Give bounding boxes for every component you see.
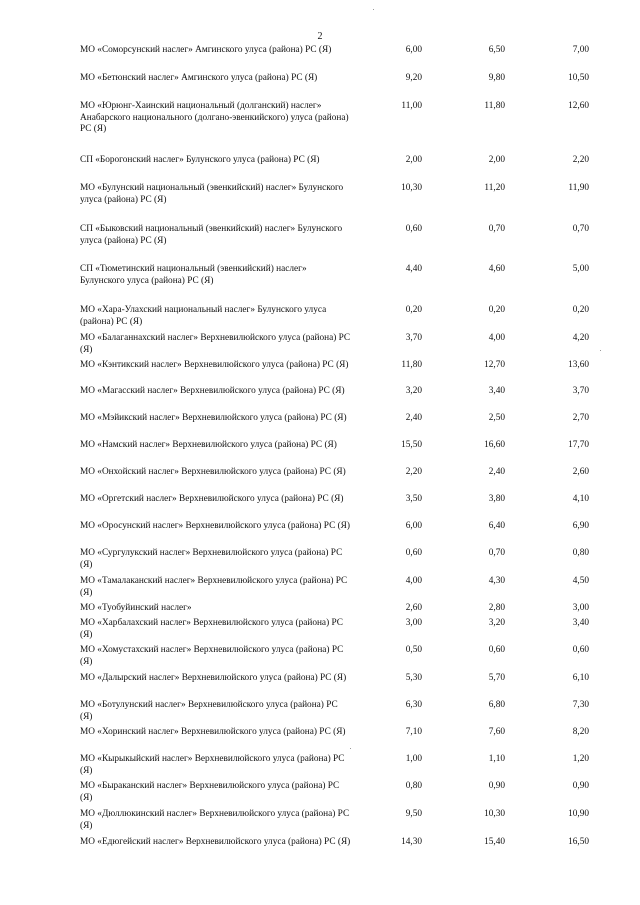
value-col-1: 0,80 <box>405 781 422 791</box>
value-col-2: 5,70 <box>488 673 505 683</box>
value-col-2: 11,20 <box>484 183 505 193</box>
value-col-2: 9,80 <box>488 73 505 83</box>
row-name: СП «Борогонский наслег» Булунского улуса (района) РС (Я) <box>80 155 320 165</box>
value-col-3: 2,70 <box>572 413 589 423</box>
scan-speck <box>373 9 374 10</box>
value-col-2: 0,70 <box>488 548 505 558</box>
value-col-2: 3,40 <box>488 386 505 396</box>
value-col-3: 10,90 <box>568 809 589 819</box>
value-col-1: 9,20 <box>405 73 422 83</box>
value-col-1: 1,00 <box>405 754 422 764</box>
row-name: МО «Хара-Улахский национальный наслег» Булунского улуса (района) РС (Я) <box>80 305 327 327</box>
value-col-2: 6,40 <box>488 521 505 531</box>
value-col-3: 7,30 <box>572 700 589 710</box>
value-col-3: 5,00 <box>572 264 589 274</box>
value-col-2: 0,90 <box>488 781 505 791</box>
page-number: 2 <box>317 31 323 42</box>
value-col-2: 0,70 <box>488 224 505 234</box>
value-col-2: 2,40 <box>488 467 505 477</box>
value-col-2: 4,30 <box>488 576 505 586</box>
scan-speck <box>350 748 351 749</box>
value-col-1: 10,30 <box>401 183 422 193</box>
value-col-2: 3,20 <box>488 618 505 628</box>
value-col-2: 10,30 <box>484 809 505 819</box>
row-name: МО «Бетюнский наслег» Амгинского улуса (района) РС (Я) <box>80 73 318 83</box>
value-col-3: 1,20 <box>572 754 589 764</box>
value-col-1: 4,40 <box>405 264 422 274</box>
row-name: МО «Хомустахский наслег» Верхневилюйского улуса (района) РС (Я) <box>80 645 344 667</box>
value-col-2: 2,50 <box>488 413 505 423</box>
row-name: МО «Соморсунский наслег» Амгинского улуса (района) РС (Я) <box>80 45 332 55</box>
value-col-2: 4,60 <box>488 264 505 274</box>
value-col-1: 2,60 <box>405 603 422 613</box>
row-name: СП «Быковский национальный (эвенкийский) наслег» Булунского улуса (района) РС (Я) <box>80 224 343 246</box>
value-col-2: 2,80 <box>488 603 505 613</box>
row-name: МО «Туобуйинский наслег» <box>80 603 192 613</box>
value-col-2: 6,50 <box>488 45 505 55</box>
value-col-2: 4,00 <box>488 333 505 343</box>
row-name: МО «Харбалахский наслег» Верхневилюйского улуса (района) РС (Я) <box>80 618 343 640</box>
value-col-1: 0,50 <box>405 645 422 655</box>
value-col-3: 12,60 <box>568 101 589 111</box>
value-col-1: 9,50 <box>405 809 422 819</box>
row-name: МО «Тамалаканский наслег» Верхневилюйского улуса (района) РС (Я) <box>80 576 348 598</box>
value-col-2: 6,80 <box>488 700 505 710</box>
value-col-3: 7,00 <box>572 45 589 55</box>
value-col-3: 13,60 <box>568 360 589 370</box>
value-col-1: 2,00 <box>405 155 422 165</box>
row-name: МО «Дюллюкинский наслег» Верхневилюйского улуса (района) РС (Я) <box>80 809 350 831</box>
value-col-1: 11,00 <box>401 101 422 111</box>
value-col-3: 0,60 <box>572 645 589 655</box>
row-name: МО «Оргетский наслег» Верхневилюйского улуса (района) РС (Я) <box>80 494 344 504</box>
value-col-3: 4,20 <box>572 333 589 343</box>
value-col-1: 6,00 <box>405 521 422 531</box>
value-col-1: 0,60 <box>405 548 422 558</box>
value-col-3: 0,70 <box>572 224 589 234</box>
value-col-1: 0,20 <box>405 305 422 315</box>
value-col-2: 0,20 <box>488 305 505 315</box>
value-col-3: 6,90 <box>572 521 589 531</box>
scan-speck <box>600 350 601 351</box>
row-name: МО «Кырыкыйский наслег» Верхневилюйского улуса (района) РС (Я) <box>80 754 345 776</box>
value-col-2: 1,10 <box>488 754 505 764</box>
value-col-3: 2,60 <box>572 467 589 477</box>
value-col-3: 3,00 <box>572 603 589 613</box>
value-col-3: 4,50 <box>572 576 589 586</box>
value-col-3: 3,70 <box>572 386 589 396</box>
value-col-2: 3,80 <box>488 494 505 504</box>
value-col-1: 7,10 <box>405 727 422 737</box>
value-col-3: 16,50 <box>568 837 589 847</box>
value-col-2: 2,00 <box>488 155 505 165</box>
row-name: МО «Оросунский наслег» Верхневилюйского улуса (района) РС (Я) <box>80 521 350 531</box>
value-col-2: 0,60 <box>488 645 505 655</box>
value-col-3: 6,10 <box>572 673 589 683</box>
value-col-2: 11,80 <box>484 101 505 111</box>
value-col-3: 3,40 <box>572 618 589 628</box>
row-name: МО «Едюгейский наслег» Верхневилюйского улуса (района) РС (Я) <box>80 837 351 847</box>
value-col-1: 6,30 <box>405 700 422 710</box>
row-name: МО «Мэйикский наслег» Верхневилюйского улуса (района) РС (Я) <box>80 413 347 423</box>
value-col-2: 16,60 <box>484 440 505 450</box>
value-col-3: 11,90 <box>568 183 589 193</box>
value-col-1: 0,60 <box>405 224 422 234</box>
row-name: СП «Тюметинский национальный (эвенкийский) наслег» Булунского улуса (района) РС (Я) <box>80 264 307 286</box>
row-name: МО «Далырский наслег» Верхневилюйского улуса (района) РС (Я) <box>80 673 347 683</box>
value-col-3: 4,10 <box>572 494 589 504</box>
row-name: МО «Балаганнахский наслег» Верхневилюйского улуса (района) РС (Я) <box>80 333 351 355</box>
value-col-1: 5,30 <box>405 673 422 683</box>
value-col-3: 8,20 <box>572 727 589 737</box>
value-col-1: 15,50 <box>401 440 422 450</box>
value-col-3: 17,70 <box>568 440 589 450</box>
value-col-1: 6,00 <box>405 45 422 55</box>
row-name: МО «Намский наслег» Верхневилюйского улуса (района) РС (Я) <box>80 440 337 450</box>
value-col-3: 0,90 <box>572 781 589 791</box>
row-name: МО «Онхойский наслег» Верхневилюйского улуса (района) РС (Я) <box>80 467 346 477</box>
value-col-1: 11,80 <box>401 360 422 370</box>
value-col-2: 7,60 <box>488 727 505 737</box>
value-col-1: 3,20 <box>405 386 422 396</box>
value-col-1: 4,00 <box>405 576 422 586</box>
value-col-3: 2,20 <box>572 155 589 165</box>
value-col-3: 0,20 <box>572 305 589 315</box>
row-name: МО «Булунский национальный (эвенкийский) наслег» Булунского улуса (района) РС (Я) <box>80 183 344 205</box>
row-name: МО «Быраканский наслег» Верхневилюйского улуса (района) РС (Я) <box>80 781 340 803</box>
value-col-1: 2,40 <box>405 413 422 423</box>
value-col-1: 2,20 <box>405 467 422 477</box>
row-name: МО «Сургулукский наслег» Верхневилюйского улуса (района) РС (Я) <box>80 548 343 570</box>
value-col-3: 0,80 <box>572 548 589 558</box>
row-name: МО «Магасский наслег» Верхневилюйского улуса (района) РС (Я) <box>80 386 345 396</box>
row-name: МО «Ботулунский наслег» Верхневилюйского улуса (района) РС (Я) <box>80 700 338 722</box>
value-col-2: 15,40 <box>484 837 505 847</box>
value-col-3: 10,50 <box>568 73 589 83</box>
value-col-1: 3,00 <box>405 618 422 628</box>
row-name: МО «Юрюнг-Хаинский национальный (долганский) наслег» Анабарского национального (долгано-эвенкийского) улуса (района) РС (Я) <box>80 101 349 134</box>
row-name: МО «Хоринский наслег» Верхневилюйского улуса (района) РС (Я) <box>80 727 346 737</box>
value-col-1: 3,70 <box>405 333 422 343</box>
row-name: МО «Кэнтикский наслег» Верхневилюйского улуса (района) РС (Я) <box>80 360 349 370</box>
value-col-1: 3,50 <box>405 494 422 504</box>
value-col-2: 12,70 <box>484 360 505 370</box>
value-col-1: 14,30 <box>401 837 422 847</box>
